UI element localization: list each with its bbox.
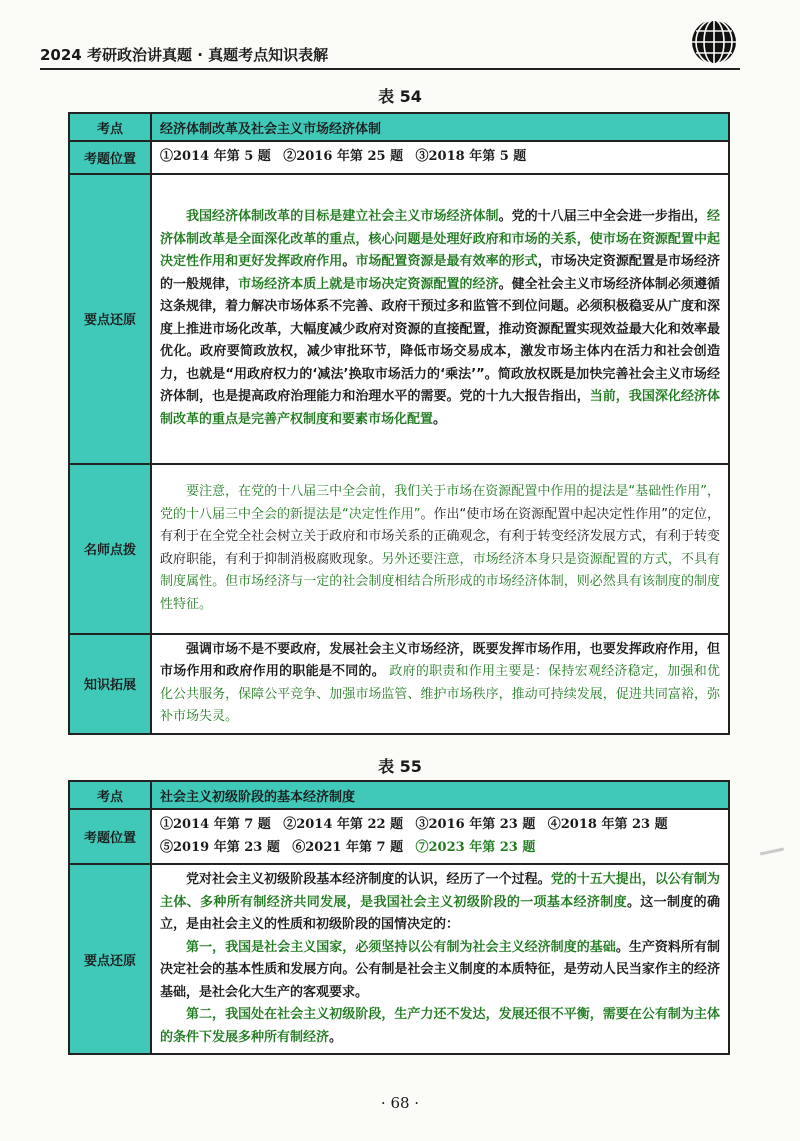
text-span: 强调市场不是不要政府，发展社会主义市场经济，既要发挥市场作用，也要发挥政府作用，但市场作用和政府作用的职能是不同的。 <box>160 641 720 679</box>
topic-title: 社会主义初级阶段的基本经济制度 <box>151 781 729 809</box>
text-span: 党对社会主义初级阶段基本经济制度的认识，经历了一个过程。 <box>186 872 551 887</box>
position-item: ①2014 年第 7 题 <box>160 817 271 832</box>
position-item: ⑥2021 年第 7 题 <box>292 839 404 855</box>
extend-content <box>151 634 729 734</box>
tips-content <box>151 464 729 634</box>
text-span: 当前，我国深化经济体制改革的重点是完善产权制度和要素市场化配置 <box>160 389 720 427</box>
table-title: 表 54 <box>378 87 422 106</box>
position-item: ②2014 年第 22 题 <box>283 817 404 832</box>
row-label-position: 考题位置 <box>69 809 151 864</box>
position-item: ④2018 年第 23 题 <box>547 817 668 832</box>
text-span: 市场配置资源是最有效率的形式 <box>355 254 538 269</box>
text-span: 另外还要注意，市场经济本身只是资源配置的方式，不具有制度属性。但市场经济与一定的社会制度相结合所形成的市场经济体制，则必然具有该制度的制度性特征。 <box>160 551 720 612</box>
row-label-tips: 名师点拨 <box>69 464 151 634</box>
topic-title: 经济体制改革及社会主义市场经济体制 <box>151 113 729 141</box>
position-item: ③2018 年第 5 题 <box>415 149 527 164</box>
points-paragraph <box>160 869 720 937</box>
row-label-extend: 知识拓展 <box>69 634 151 734</box>
row-label-topic: 考点 <box>69 113 151 141</box>
table-title: 表 55 <box>378 757 422 776</box>
position-item: ③2016 年第 23 题 <box>415 817 536 832</box>
text-span: 。 <box>433 411 447 427</box>
extend-paragraph <box>160 639 720 729</box>
tips-paragraph <box>160 481 720 616</box>
scan-mark <box>760 848 784 856</box>
points-paragraph <box>160 937 720 1005</box>
text-span: 。 <box>342 254 356 269</box>
positions-line <box>160 814 720 837</box>
row-label-topic: 考点 <box>69 781 151 809</box>
text-span: 。这一制度的确立，是由社会主义的性质和初级阶段的国情决定的： <box>160 894 720 932</box>
position-item: ⑤2019 年第 23 题 <box>160 839 280 855</box>
text-span: 。健全社会主义市场经济体制必须遵循这条规律，着力解决市场体系不完善、政府干预过多和监管不到位问题。必须积极稳妥从广度和深度上推进市场化改革，大幅度减少政府对资源的直接配置，推动资源配置实现效益最大化和效率最优化。政府要简政放权，减少审批环节，降低市场交易成本，激发市场主体内在活力和社会创造力，也就是“用政府权力的‘减法’换取市场活力的‘乘法’”。简政放权既是加快完善社会主义市场经济体制，也是提高政府治理能力和治理水平的需要。党的十九大报告指出， <box>160 276 720 404</box>
points-paragraph <box>160 1004 720 1049</box>
positions-line <box>160 837 720 860</box>
text-span: 市场经济本质上就是市场决定资源配置的经济 <box>238 276 499 292</box>
points-content <box>151 864 729 1054</box>
position-item: ①2014 年第 5 题 <box>160 149 271 164</box>
points-content <box>151 174 729 464</box>
book-title: 2024 考研政治讲真题 · 真题考点知识表解 <box>40 46 329 64</box>
exam-positions <box>151 809 729 864</box>
exam-positions <box>151 141 729 174</box>
text-span: ，市场决定资源配置是市场经济的一般规律， <box>160 254 720 292</box>
position-item: ②2016 年第 25 题 <box>283 149 404 164</box>
text-span: 我国经济体制改革的目标是建立社会主义市场经济体制 <box>186 209 499 224</box>
text-span: 第一，我国是社会主义国家，必须坚持以公有制为社会主义经济制度的基础 <box>186 939 616 955</box>
text-span: 。党的十八届三中全会进一步指出， <box>498 209 707 224</box>
page-number: · 68 · <box>380 1094 420 1112</box>
text-span: 党的十五大提出，以公有制为主体、多种所有制经济共同发展，是我国社会主义初级阶段的一项基本经济制度 <box>160 872 720 910</box>
page-header <box>40 42 740 70</box>
knowledge-table <box>68 780 730 1055</box>
text-span: 。生产资料所有制决定社会的基本性质和发展方向。公有制是社会主义制度的本质特征，是劳动人民当家作主的经济基础，是社会化大生产的客观要求。 <box>160 939 720 1000</box>
text-span: 要注意，在党的十八届三中全会前，我们关于市场在资源配置中作用的提法是“基础性作用”，党的十八届三中全会的新提法是“决定性作用” <box>160 484 720 522</box>
text-span: 。 <box>329 1029 343 1045</box>
row-label-points: 要点还原 <box>69 174 151 464</box>
globe-icon <box>688 16 740 68</box>
position-item: ⑦2023 年第 23 题 <box>415 839 536 855</box>
row-label-position: 考题位置 <box>69 141 151 174</box>
knowledge-table <box>68 112 730 735</box>
text-span: 政府的职责和作用主要是：保持宏观经济稳定，加强和优化公共服务，保障公平竞争、加强市场监管、维护市场秩序，推动可持续发展，促进共同富裕，弥补市场失灵。 <box>160 664 720 724</box>
text-span: 第二，我国处在社会主义初级阶段，生产力还不发达，发展还很不平衡，需要在公有制为主体的条件下发展多种所有制经济 <box>160 1007 720 1045</box>
text-span: 经济体制改革是全面深化改革的重点，核心问题是处理好政府和市场的关系，使市场在资源配置中起决定性作用和更好发挥政府作用 <box>160 209 720 269</box>
points-paragraph <box>160 206 720 431</box>
row-label-points: 要点还原 <box>69 864 151 1054</box>
text-span: 。作出“使市场在资源配置中起决定性作用”的定位，有利于在全党全社会树立关于政府和市场关系的正确观念，有利于转变经济发展方式，有利于转变政府职能，有利于抑制消极腐败现象。 <box>160 506 720 567</box>
